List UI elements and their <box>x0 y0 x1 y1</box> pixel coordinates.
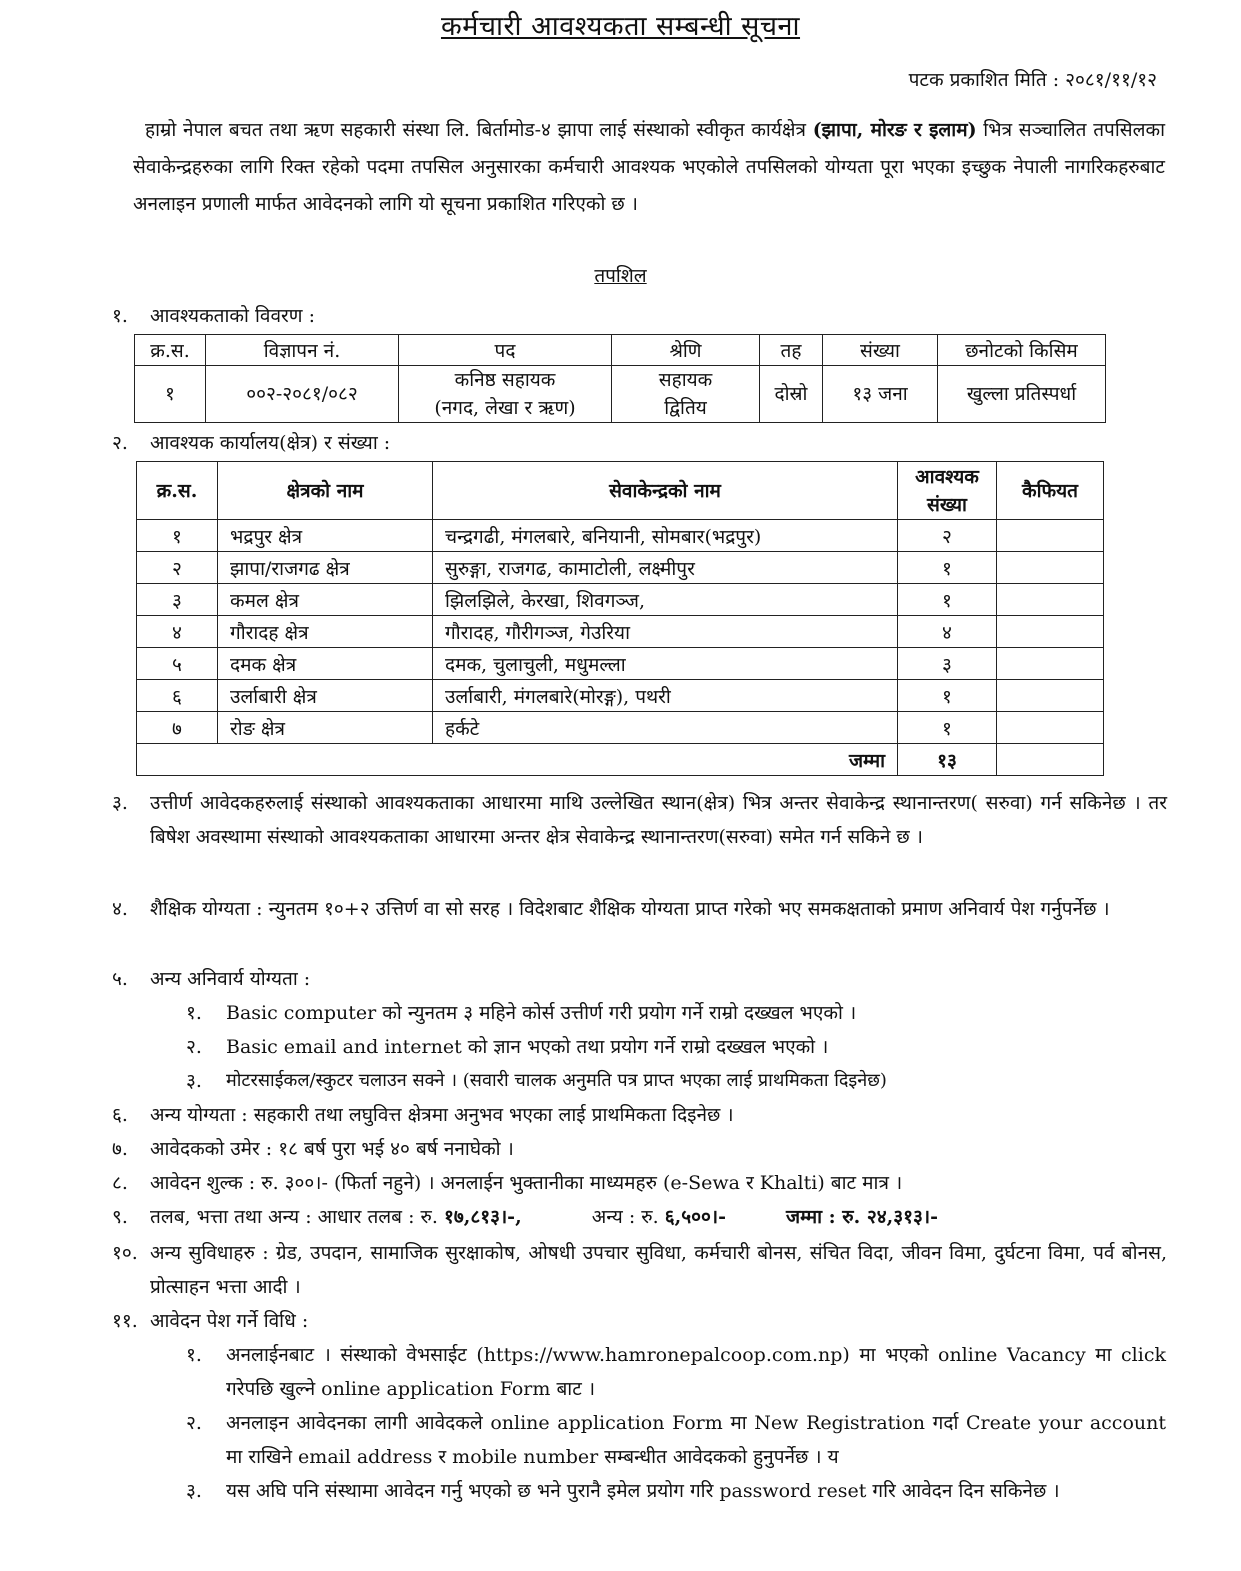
intro-text-1: हाम्रो नेपाल बचत तथा ऋण सहकारी संस्था लि. बिर्तामोड-४ झापा लाई संस्थाको स्वीकृत कार्यक्षेत्र <box>145 119 813 141</box>
requirement-table <box>134 334 1106 423</box>
cell-remarks <box>997 584 1104 616</box>
cell-region: उर्लाबारी क्षेत्र <box>218 680 433 712</box>
table-row <box>135 366 1106 423</box>
cell-remarks <box>997 616 1104 648</box>
cell-sn: १ <box>135 366 206 423</box>
item-text: आवेदकको उमेर : १८ बर्ष पुरा भई ४० बर्ष ननाघेको । <box>150 1138 514 1160</box>
total-label: जम्मा <box>137 744 898 776</box>
col-header: क्र.स. <box>135 335 206 366</box>
item-text: अन्य अनिवार्य योग्यता : <box>150 968 311 990</box>
item-5-sub-1 <box>186 996 1166 1030</box>
publish-date: पटक प्रकाशित मिति : २०८१/११/१२ <box>908 69 1157 91</box>
cell-count: १ <box>898 552 997 584</box>
cell-adv-no: ००२-२०८१/०८२ <box>206 366 399 423</box>
sub-number: १. <box>186 1002 202 1024</box>
sub-number: ३. <box>186 1480 202 1502</box>
item-9 <box>112 1200 1167 1234</box>
col-header: पद <box>399 335 612 366</box>
cell-count: ४ <box>898 616 997 648</box>
cell-remarks <box>997 712 1104 744</box>
cell-remarks <box>997 744 1104 776</box>
item-text <box>150 1200 1167 1234</box>
item-number: ४. <box>112 898 128 920</box>
table-row <box>137 552 1104 584</box>
item-text: आवश्यकताको विवरण : <box>150 305 315 327</box>
table-row <box>137 584 1104 616</box>
item-5-sub-2 <box>186 1030 1166 1064</box>
col-header: छनोटको किसिम <box>938 335 1106 366</box>
cell-center: उर्लाबारी, मंगलबारे(मोरङ्ग), पथरी <box>433 680 898 712</box>
sub-text: Basic computer को न्युनतम ३ महिने कोर्स उत्तीर्ण गरी प्रयोग गर्ने राम्रो दख्खल भएको । <box>226 1002 857 1024</box>
item-number: ११. <box>112 1310 138 1332</box>
table-row <box>137 520 1104 552</box>
item-number: ९. <box>112 1206 128 1228</box>
cell-count: १ <box>898 680 997 712</box>
intro-bold-region: (झापा, मोरङ र इलाम) <box>812 119 977 141</box>
item-7 <box>112 1132 1167 1166</box>
other-amount: ६,५००।- <box>664 1206 726 1228</box>
item-11-sub-3 <box>186 1474 1166 1508</box>
cell-count: १ <box>898 712 997 744</box>
cell-sn: ७ <box>137 712 218 744</box>
item-text: अन्य योग्यता : सहकारी तथा लघुवित्त क्षेत्रमा अनुभव भएका लाई प्राथमिकता दिइनेछ । <box>150 1104 734 1126</box>
cell-count: ३ <box>898 648 997 680</box>
cell-center: सुरुङ्गा, राजगढ, कामाटोली, लक्ष्मीपुर <box>433 552 898 584</box>
cell-region: गौरादह क्षेत्र <box>218 616 433 648</box>
item-text: अन्य सुविधाहरु : ग्रेड, उपदान, सामाजिक सुरक्षाकोष, ओषधी उपचार सुविधा, कर्मचारी बोनस, संचित विदा, जीवन विमा, दुर्घटना विमा, पर्व बोनस, प्रोत्साहन भत्ता आदी । <box>150 1242 1167 1298</box>
section-heading: तपशिल <box>594 265 647 287</box>
col-header: क्र.स. <box>137 462 218 520</box>
intro-text-2: भित्र सञ्चालित तपसिलका सेवाकेन्द्रहरुका लागि रिक्त रहेको पदमा तपसिल अनुसारका कर्मचारी आवश्यक भएकोले तपसिलको योग्यता पूरा भएका इच्छुक नेपाली नागरिकहरुबाट अनलाइन प्रणाली मार्फत आवेदनको लागि यो सूचना प्रकाशित गरिएको छ । <box>133 119 1165 215</box>
other-label: अन्य : रु. <box>591 1206 665 1228</box>
cell-remarks <box>997 680 1104 712</box>
cell-center: झिलझिले, केरखा, शिवगञ्ज, <box>433 584 898 616</box>
cell-remarks <box>997 648 1104 680</box>
sub-number: २. <box>186 1036 202 1058</box>
item-5-sub-3 <box>186 1064 1166 1098</box>
item-text: उत्तीर्ण आवेदकहरुलाई संस्थाको आवश्यकताका आधारमा माथि उल्लेखित स्थान(क्षेत्र) भित्र अन्तर सेवाकेन्द्र स्थानान्तरण( सरुवा) गर्न सकिनेछ । तर बिषेश अवस्थामा संस्थाको आवश्यकताका आधारमा अन्तर क्षेत्र सेवाकेन्द्र स्थानान्तरण(सरुवा) समेत गर्न सकिने छ । <box>150 792 1167 848</box>
cell-sn: १ <box>137 520 218 552</box>
cell-post: कनिष्ठ सहायक (नगद, लेखा र ऋण) <box>399 366 612 423</box>
item-8 <box>112 1166 1167 1200</box>
col-header: संख्या <box>823 335 938 366</box>
item-2 <box>112 426 1167 460</box>
cell-sn: २ <box>137 552 218 584</box>
cell-center: गौरादह, गौरीगञ्ज, गेउरिया <box>433 616 898 648</box>
cell-count: १ <box>898 584 997 616</box>
cell-remarks <box>997 552 1104 584</box>
cell-region: झापा/राजगढ क्षेत्र <box>218 552 433 584</box>
table-row <box>137 712 1104 744</box>
item-number: ७. <box>112 1138 128 1160</box>
cell-region: कमल क्षेत्र <box>218 584 433 616</box>
item-1 <box>112 299 1167 333</box>
item-6 <box>112 1098 1167 1132</box>
item-number: ६. <box>112 1104 128 1126</box>
item-11-sub-2 <box>186 1406 1166 1474</box>
table-row <box>137 648 1104 680</box>
sub-text: अनलाईनबाट । संस्थाको वेभसाईट (https://www.hamronepalcoop.com.np) मा भएको online Vacancy मा click गरेपछि खुल्ने online application Form बाट । <box>226 1344 1166 1400</box>
item-number: ३. <box>112 792 128 814</box>
cell-center: हर्कटे <box>433 712 898 744</box>
cell-selection: खुल्ला प्रतिस्पर्धा <box>938 366 1106 423</box>
item-number: १०. <box>112 1242 138 1264</box>
sub-text: अनलाइन आवेदनका लागी आवेदकले online application Form मा New Registration गर्दा Create your account मा राखिने email address र mobile number सम्बन्धीत आवेदकको हुनुपर्नेछ । य <box>226 1412 1166 1468</box>
col-header: क्षेत्रको नाम <box>218 462 433 520</box>
cell-center: दमक, चुलाचुली, मधुमल्ला <box>433 648 898 680</box>
col-header: कैफियत <box>997 462 1104 520</box>
col-header: तह <box>760 335 823 366</box>
intro-paragraph <box>133 112 1165 223</box>
item-number: २. <box>112 432 128 454</box>
sub-text: Basic email and internet को ज्ञान भएको तथा प्रयोग गर्ने राम्रो दख्खल भएको । <box>226 1036 829 1058</box>
cell-count: १३ जना <box>823 366 938 423</box>
cell-count: २ <box>898 520 997 552</box>
cell-class: सहायक द्वितिय <box>612 366 760 423</box>
cell-sn: ५ <box>137 648 218 680</box>
item-4 <box>112 892 1167 926</box>
notice-title: कर्मचारी आवश्यकता सम्बन्धी सूचना <box>440 11 801 42</box>
item-3 <box>112 786 1167 854</box>
item-10 <box>112 1236 1167 1304</box>
item-text: आवेदन शुल्क : रु. ३००।- (फिर्ता नहुने) । अनलाईन भुक्तानीका माध्यमहरु (e-Sewa र Khalti) बाट मात्र । <box>150 1172 903 1194</box>
table-header-row <box>137 462 1104 520</box>
sub-number: २. <box>186 1412 202 1434</box>
item-text: आवेदन पेश गर्ने विधि : <box>150 1310 309 1332</box>
cell-region: भद्रपुर क्षेत्र <box>218 520 433 552</box>
sub-number: १. <box>186 1344 202 1366</box>
item-text: आवश्यक कार्यालय(क्षेत्र) र संख्या : <box>150 432 391 454</box>
cell-region: दमक क्षेत्र <box>218 648 433 680</box>
item-text: शैक्षिक योग्यता : न्युनतम १०+२ उत्तिर्ण वा सो सरह । विदेशबाट शैक्षिक योग्यता प्राप्त गरेको भए समकक्षताको प्रमाण अनिवार्य पेश गर्नुपर्नेछ । <box>150 898 1110 920</box>
cell-remarks <box>997 520 1104 552</box>
table-header-row <box>135 335 1106 366</box>
item-number: ५. <box>112 968 128 990</box>
cell-sn: ३ <box>137 584 218 616</box>
cell-sn: ४ <box>137 616 218 648</box>
cell-sn: ६ <box>137 680 218 712</box>
col-header: श्रेणि <box>612 335 760 366</box>
basic-salary: १७,८१३।-, <box>443 1206 522 1228</box>
sub-text: मोटरसाईकल/स्कुटर चलाउन सक्ने । (सवारी चालक अनुमति पत्र प्राप्त भएका लाई प्राथमिकता दिइनेछ) <box>226 1070 887 1091</box>
cell-center: चन्द्रगढी, मंगलबारे, बनियानी, सोमबार(भद्रपुर) <box>433 520 898 552</box>
cell-region: रोङ क्षेत्र <box>218 712 433 744</box>
total-salary: जम्मा : रु. २४,३१३।- <box>786 1206 938 1228</box>
item-11 <box>112 1304 1167 1338</box>
col-header: सेवाकेन्द्रको नाम <box>433 462 898 520</box>
table-row <box>137 616 1104 648</box>
sub-text: यस अघि पनि संस्थामा आवेदन गर्नु भएको छ भने पुरानै इमेल प्रयोग गरि password reset गरि आवेदन दिन सकिनेछ । <box>226 1480 1060 1502</box>
total-value: १३ <box>898 744 997 776</box>
item-number: १. <box>112 305 128 327</box>
cell-level: दोस्रो <box>760 366 823 423</box>
item-5 <box>112 962 1167 996</box>
item-11-sub-1 <box>186 1338 1166 1406</box>
salary-label: तलब, भत्ता तथा अन्य : आधार तलब : रु. <box>150 1206 444 1228</box>
table-row <box>137 680 1104 712</box>
sub-number: ३. <box>186 1070 202 1092</box>
office-table <box>136 461 1104 776</box>
col-header: विज्ञापन नं. <box>206 335 399 366</box>
table-total-row <box>137 744 1104 776</box>
item-number: ८. <box>112 1172 128 1194</box>
col-header: आवश्यक संख्या <box>898 462 997 520</box>
